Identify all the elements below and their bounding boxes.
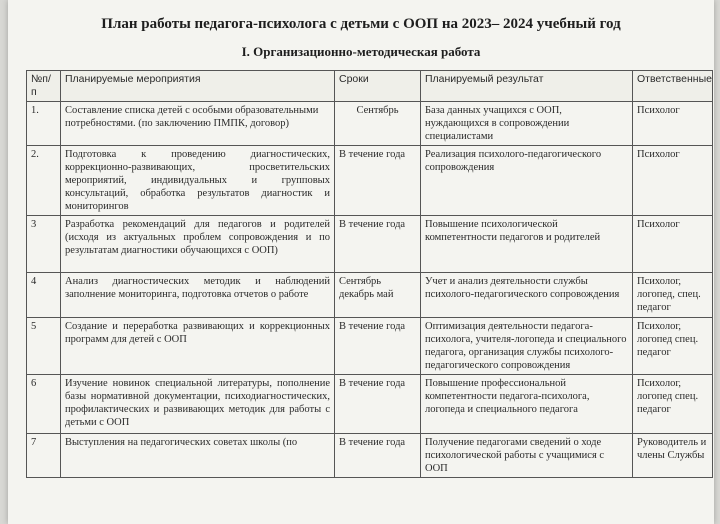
table-row <box>27 273 713 318</box>
row-term: Сентябрь <box>335 102 421 146</box>
row-activity: Изучение новинок специальной литературы, пополнение базы нормативной документации, психодиагностических, профилактических и развивающих методик для работы с детьми с ООП <box>61 375 335 434</box>
row-result: Повышение профессиональной компетентности педагога-психолога, логопеда и специального педагога <box>421 375 633 434</box>
row-activity: Выступления на педагогических советах школы (по <box>61 434 335 478</box>
header-term: Сроки <box>335 71 421 102</box>
row-term: В течение года <box>335 146 421 216</box>
row-responsible: Психолог <box>633 102 713 146</box>
table-row <box>27 318 713 375</box>
header-number: №п/п <box>27 71 61 102</box>
row-responsible: Психолог, логопед, спец. педагог <box>633 273 713 318</box>
row-responsible: Психолог <box>633 146 713 216</box>
row-activity: Создание и переработка развивающих и коррекционных программ для детей с ООП <box>61 318 335 375</box>
table-row <box>27 375 713 434</box>
row-result: Реализация психолого-педагогического сопровождения <box>421 146 633 216</box>
row-responsible: Руководитель и члены Службы <box>633 434 713 478</box>
table-header-row <box>27 71 713 102</box>
table-row <box>27 216 713 273</box>
plan-table <box>26 70 713 478</box>
header-result: Планируемый результат <box>421 71 633 102</box>
row-term: В течение года <box>335 216 421 273</box>
row-term: В течение года <box>335 375 421 434</box>
row-result: Получение педагогами сведений о ходе психологической работы с учащимися с ООП <box>421 434 633 478</box>
row-responsible: Психолог, логопед спец. педагог <box>633 375 713 434</box>
row-number: 3 <box>27 216 61 273</box>
row-number: 1. <box>27 102 61 146</box>
row-number: 4 <box>27 273 61 318</box>
row-activity: Разработка рекомендаций для педагогов и родителей (исходя из актуальных проблем сопровождения и по результатам диагностики обучающихся с ООП) <box>61 216 335 273</box>
row-responsible: Психолог, логопед спец. педагог <box>633 318 713 375</box>
header-responsible: Ответственные <box>633 71 713 102</box>
row-term: Сентябрь декабрь май <box>335 273 421 318</box>
row-result: База данных учащихся с ООП, нуждающихся в сопровождении специалистами <box>421 102 633 146</box>
row-activity: Составление списка детей с особыми образовательными потребностями. (по заключению ПМПК, договор) <box>61 102 335 146</box>
row-number: 7 <box>27 434 61 478</box>
row-term: В течение года <box>335 318 421 375</box>
header-activity: Планируемые мероприятия <box>61 71 335 102</box>
row-result: Учет и анализ деятельности службы психолого-педагогического сопровождения <box>421 273 633 318</box>
table-row <box>27 146 713 216</box>
row-activity: Анализ диагностических методик и наблюдений заполнение мониторинга, подготовка отчетов о работе <box>61 273 335 318</box>
row-number: 2. <box>27 146 61 216</box>
table-row <box>27 102 713 146</box>
table-row <box>27 434 713 478</box>
row-number: 5 <box>27 318 61 375</box>
row-result: Повышение психологической компетентности педагогов и родителей <box>421 216 633 273</box>
document-page <box>8 0 714 524</box>
row-term: В течение года <box>335 434 421 478</box>
section-title: I. Организационно-методическая работа <box>241 44 481 59</box>
row-activity: Подготовка к проведению диагностических, коррекционно-развивающих, просветительских мероприятий, индивидуальных и групповых консультаций, обработка результатов диагностик и мониторингов <box>61 146 335 216</box>
page-title: План работы педагога-психолога с детьми с ООП на 2023– 2024 учебный год <box>101 16 621 32</box>
row-number: 6 <box>27 375 61 434</box>
row-result: Оптимизация деятельности педагога-психолога, учителя-логопеда и специального педагога, организация службы психолого-педагогического сопровождения <box>421 318 633 375</box>
row-responsible: Психолог <box>633 216 713 273</box>
